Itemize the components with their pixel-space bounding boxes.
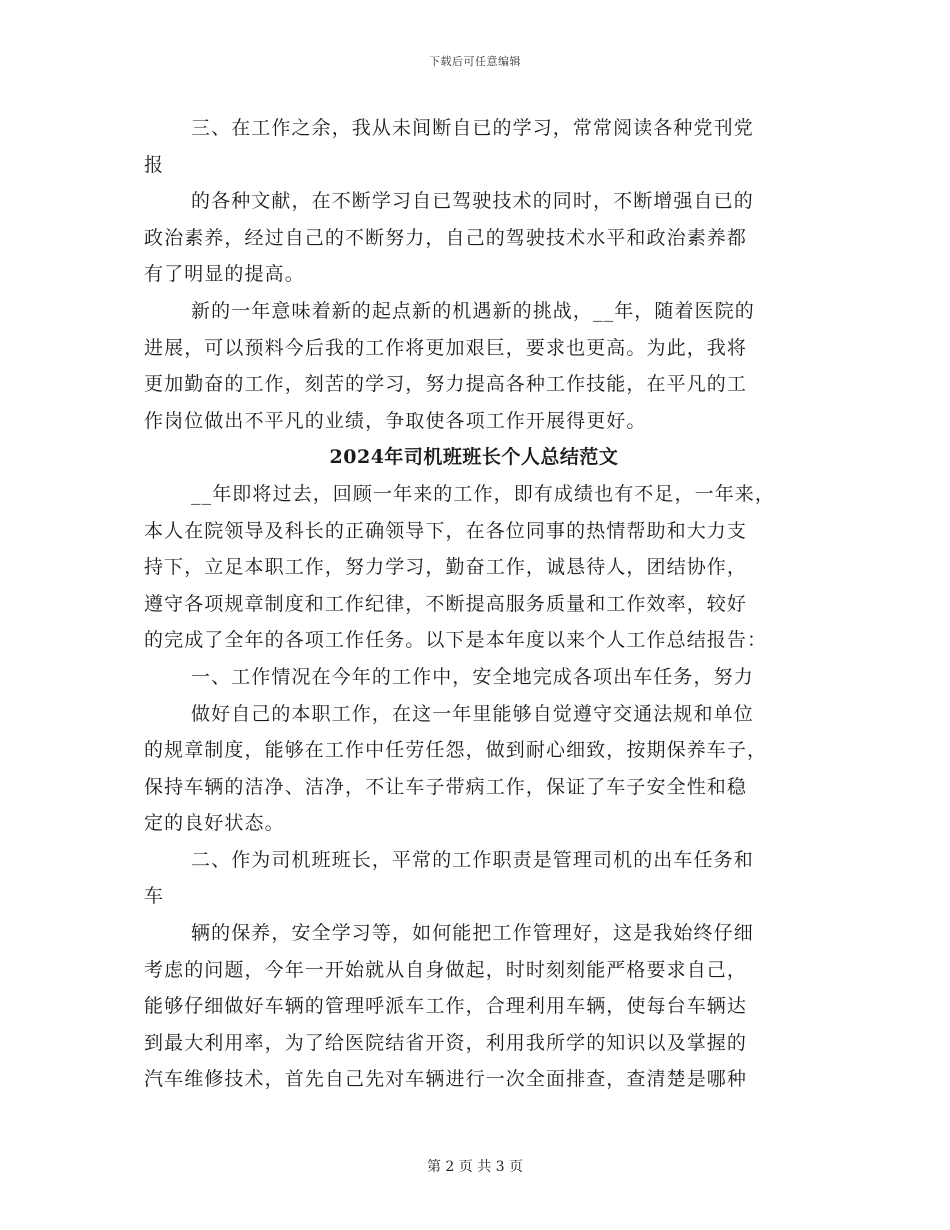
text-line: 遵守各项规章制度和工作纪律，不断提高服务质量和工作效率，较好 bbox=[144, 592, 748, 615]
text-line: 汽车维修技术，首先自己先对车辆进行一次全面排查，查清楚是哪种 bbox=[144, 1068, 748, 1091]
text-line: 三、在工作之余，我从未间断自已的学习，常常阅读各种党刊党 bbox=[191, 117, 754, 139]
text-line: 更加勤奋的工作，刻苦的学习，努力提高各种工作技能，在平凡的工 bbox=[144, 373, 748, 396]
text-line: 报 bbox=[144, 153, 165, 176]
text-line: 考虑的问题，今年一开始就从自身做起，时时刻刻能严格要求自己， bbox=[144, 958, 748, 981]
text-line: 定的良好状态。 bbox=[144, 812, 285, 835]
section-title: 2024年司机班班长个人总结范文 bbox=[329, 446, 619, 469]
page-number-footer: 第 2 页 共 3 页 bbox=[426, 1159, 524, 1175]
text-line: __年即将过去，回顾一年来的工作，即有成绩也有不足，一年来， bbox=[191, 482, 776, 505]
text-line: 能够仔细做好车辆的管理呼派车工作，合理利用车辆，使每台车辆达 bbox=[144, 995, 748, 1018]
page-header-note: 下载后可任意编辑 bbox=[429, 55, 521, 68]
document-body bbox=[144, 110, 804, 1098]
text-line: 进展，可以预料今后我的工作将更加艰巨，要求也更高。为此，我将 bbox=[144, 336, 748, 359]
text-line: 辆的保养，安全学习等，如何能把工作管理好，这是我始终仔细 bbox=[191, 922, 754, 945]
text-line: 新的一年意味着新的起点新的机遇新的挑战，__年，随着医院的 bbox=[191, 299, 755, 322]
text-line: 的完成了全年的各项工作任务。以下是本年度以来个人工作总结报告： bbox=[144, 629, 768, 652]
text-line: 车 bbox=[144, 885, 165, 908]
text-line: 的规章制度，能够在工作中任劳任怨，做到耐心细致，按期保养车子， bbox=[144, 739, 768, 762]
text-line: 的各种文献，在不断学习自已驾驶技术的同时，不断增强自已的 bbox=[191, 190, 754, 213]
text-line: 有了明显的提高。 bbox=[144, 263, 305, 286]
text-line: 本人在院领导及科长的正确领导下，在各位同事的热情帮助和大力支 bbox=[144, 519, 748, 542]
text-line: 一、工作情况在今年的工作中，安全地完成各项出车任务，努力 bbox=[191, 665, 754, 688]
text-line: 持下，立足本职工作，努力学习，勤奋工作，诚恳待人，团结协作， bbox=[144, 556, 748, 579]
text-line: 到最大利用率，为了给医院结省开资，利用我所学的知识以及掌握的 bbox=[144, 1031, 748, 1054]
text-line: 二、作为司机班班长，平常的工作职责是管理司机的出车任务和 bbox=[191, 848, 754, 871]
text-line: 做好自己的本职工作，在这一年里能够自觉遵守交通法规和单位 bbox=[191, 702, 754, 725]
text-line: 保持车辆的洁净、洁净，不让车子带病工作，保证了车子安全性和稳 bbox=[144, 775, 748, 798]
text-line: 作岗位做出不平凡的业绩，争取使各项工作开展得更好。 bbox=[144, 409, 647, 432]
text-line: 政治素养，经过自己的不断努力，自己的驾驶技术水平和政治素养都 bbox=[144, 226, 748, 249]
